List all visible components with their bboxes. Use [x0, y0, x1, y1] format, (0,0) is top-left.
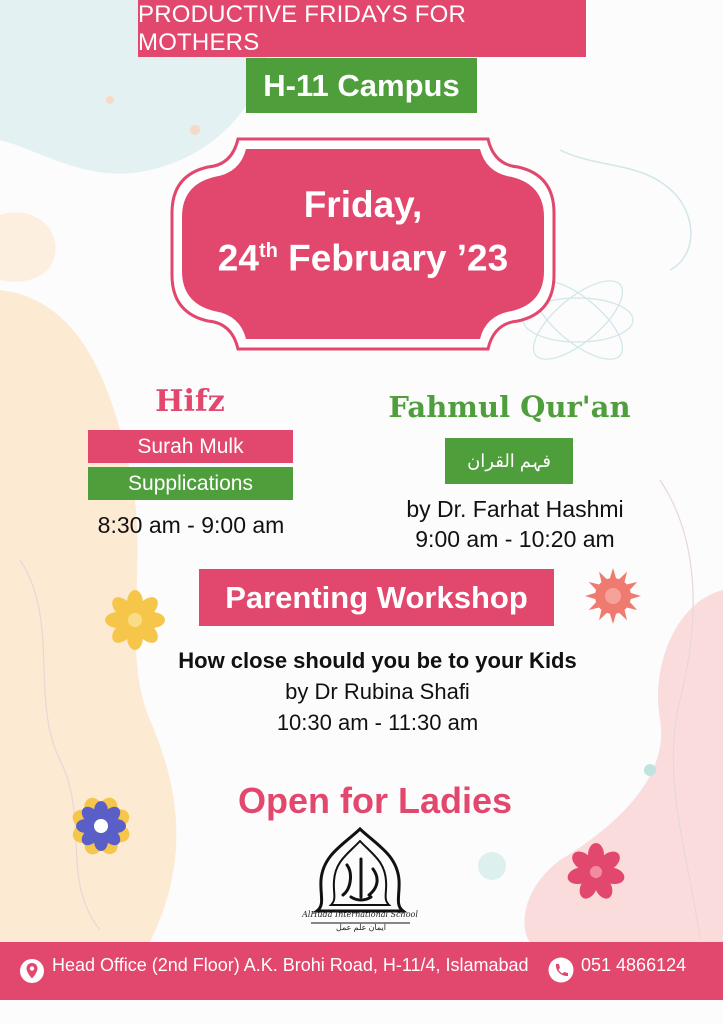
event-title-banner	[138, 0, 586, 57]
fahmul-quran-details	[370, 494, 660, 554]
supplications-label: Supplications	[128, 471, 253, 495]
date-month-year: February ’23	[288, 237, 509, 279]
footer-address: Head Office (2nd Floor) A.K. Brohi Road, H-11/4, Islamabad	[52, 955, 529, 975]
surah-mulk-label: Surah Mulk	[137, 434, 244, 458]
alhuda-logo	[303, 825, 418, 937]
logo-school-name: AlHuda International School	[302, 910, 418, 919]
parenting-workshop-details	[100, 645, 655, 738]
hifz-heading: Hifz	[155, 384, 225, 419]
date-suffix: th	[258, 240, 278, 262]
date-day-number: 24	[217, 237, 259, 279]
workshop-speaker: by Dr Rubina Shafi	[285, 679, 470, 704]
open-for-ladies: Open for Ladies	[237, 780, 513, 821]
parenting-workshop-banner	[199, 569, 554, 626]
fahmul-quran-time: 9:00 am - 10:20 am	[415, 526, 615, 552]
fahmul-quran-heading: Fahmul Qur'an	[388, 390, 631, 424]
fahmul-quran-urdu-tag	[445, 438, 573, 484]
footer-phone: 051 4866124	[581, 955, 687, 975]
parenting-workshop-title: Parenting Workshop	[225, 579, 528, 615]
logo-motto: ایمان علم عمل	[335, 923, 387, 932]
hifz-time: 8:30 am - 9:00 am	[97, 512, 285, 538]
workshop-time: 10:30 am - 11:30 am	[276, 710, 479, 735]
location-pin-icon	[20, 958, 44, 984]
campus-name: H-11 Campus	[263, 67, 460, 103]
phone-icon	[548, 957, 574, 983]
workshop-topic: How close should you be to your Kids	[178, 648, 577, 673]
date-full	[168, 228, 558, 281]
campus-banner	[246, 58, 477, 113]
surah-mulk-tag	[88, 430, 293, 463]
date-day-name: Friday,	[303, 184, 423, 225]
event-title: PRODUCTIVE FRIDAYS FOR MOTHERS	[138, 0, 466, 56]
fahmul-quran-speaker: by Dr. Farhat Hashmi	[406, 496, 624, 522]
supplications-tag	[88, 467, 293, 500]
fahmul-quran-urdu: فہم القران	[467, 450, 551, 471]
event-date	[168, 182, 558, 281]
